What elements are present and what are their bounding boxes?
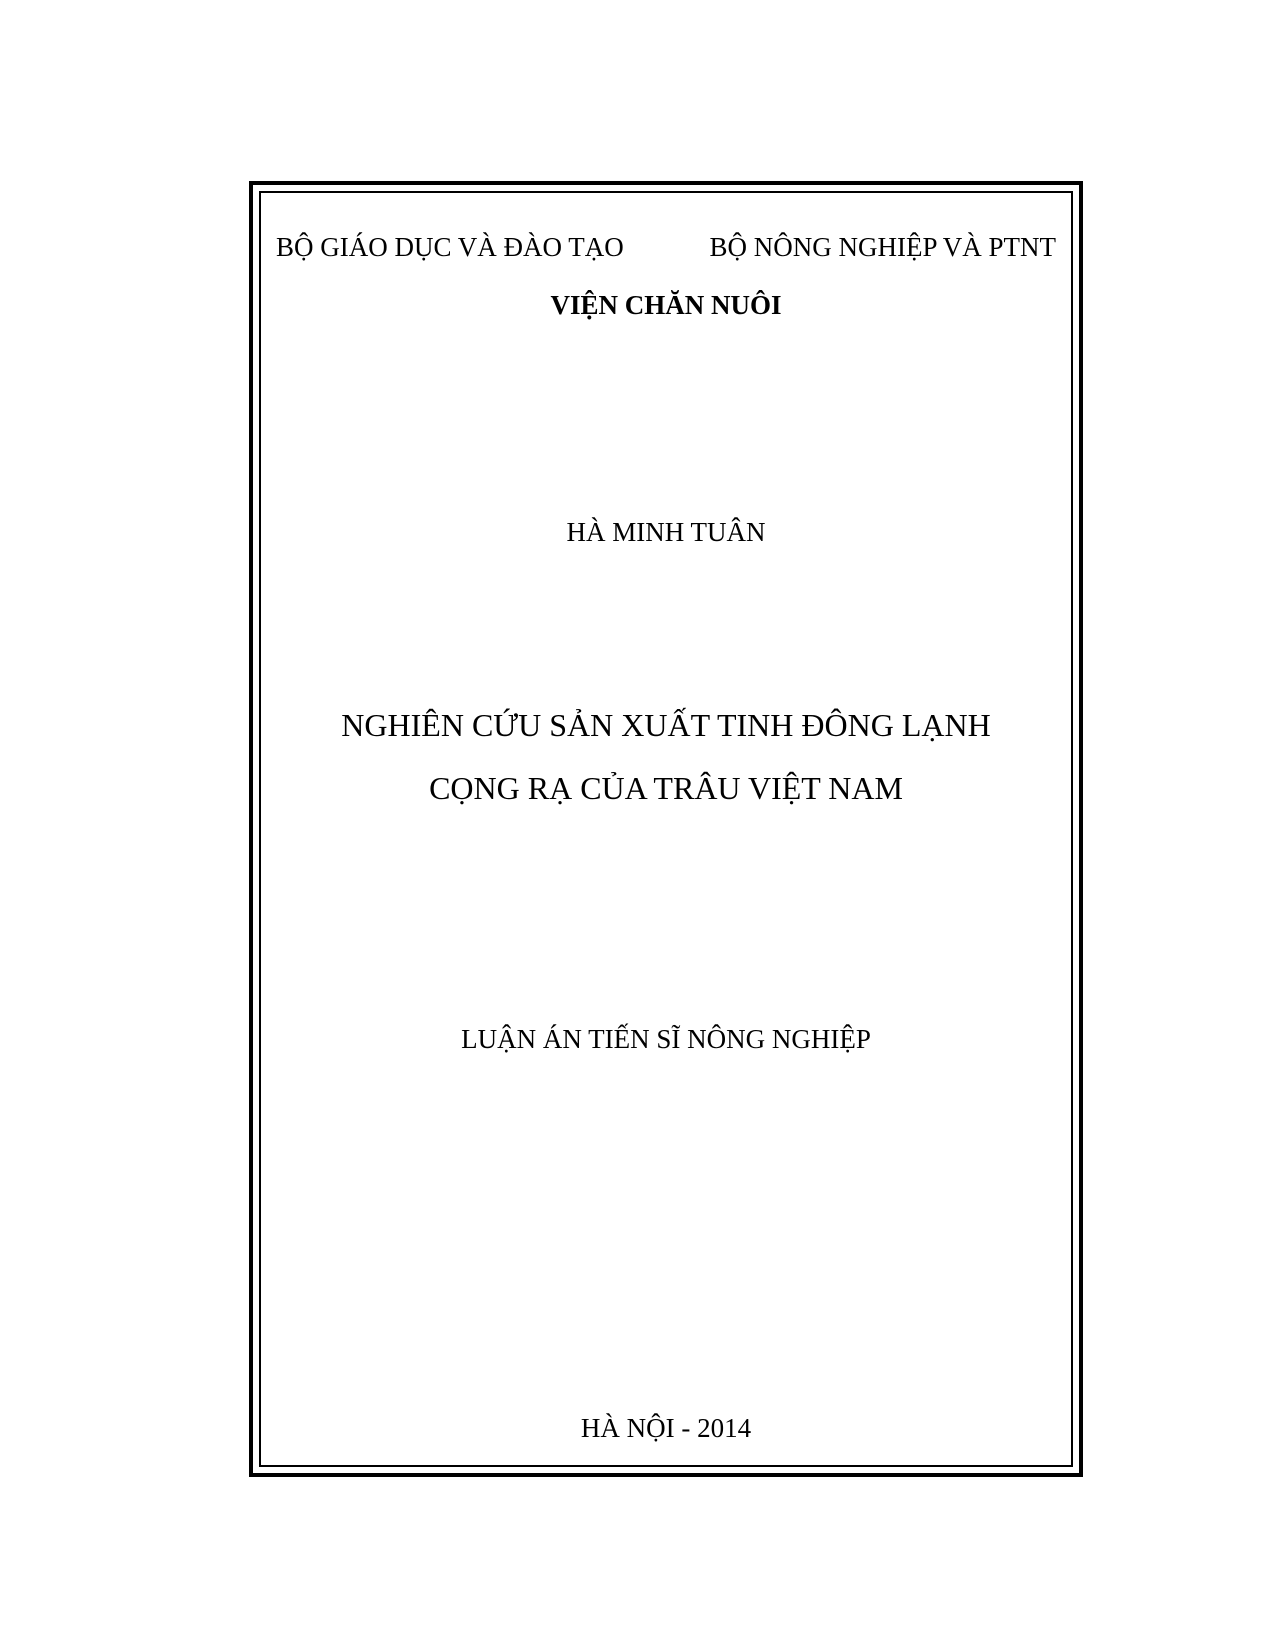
- cover-inner-border: [259, 191, 1073, 1467]
- ministries-header: [262, 232, 1070, 268]
- thesis-title-line-2: CỌNG RẠ CỦA TRÂU VIỆT NAM: [429, 770, 903, 806]
- thesis-title-line-1: NGHIÊN CỨU SẢN XUẤT TINH ĐÔNG LẠNH: [341, 707, 991, 743]
- degree-label: LUẬN ÁN TIẾN SĨ NÔNG NGHIỆP: [461, 1024, 871, 1054]
- institute-name: VIỆN CHĂN NUÔI: [550, 290, 782, 320]
- ministry-education: BỘ GIÁO DỤC VÀ ĐÀO TẠO: [276, 232, 624, 262]
- place-year: HÀ NỘI - 2014: [580, 1413, 752, 1443]
- ministry-agriculture: BỘ NÔNG NGHIỆP VÀ PTNT: [709, 232, 1056, 262]
- author-name: HÀ MINH TUÂN: [566, 517, 766, 547]
